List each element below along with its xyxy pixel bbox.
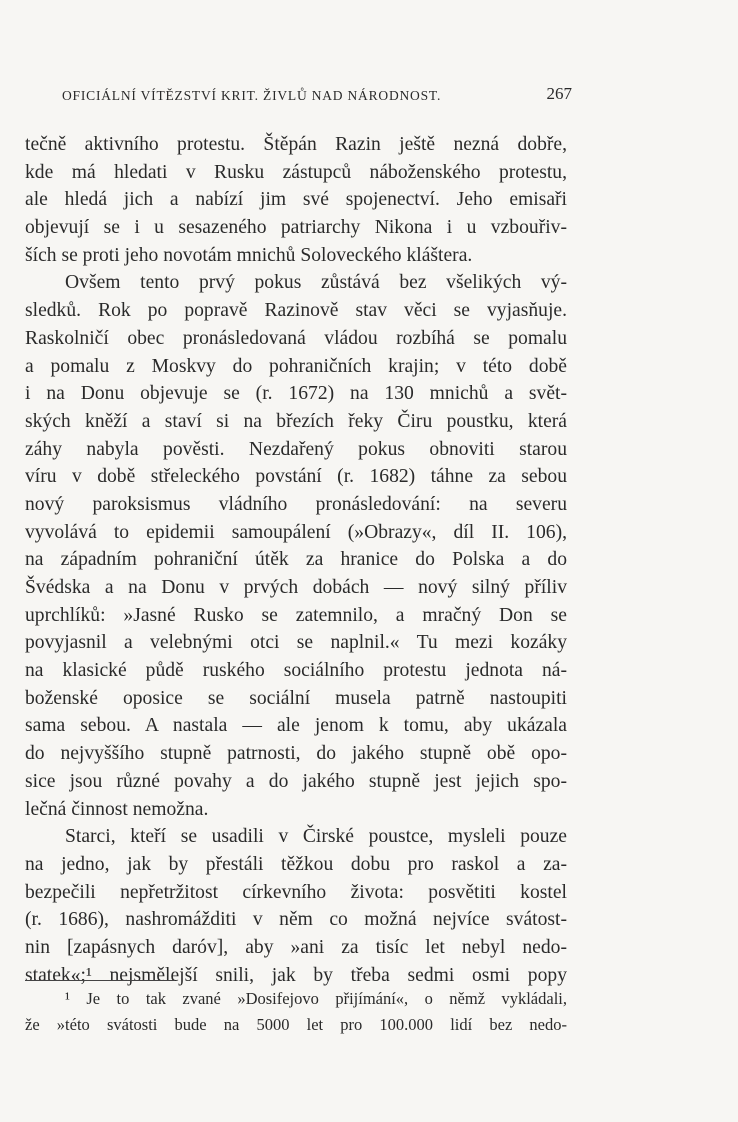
- text-line: lečná činnost nemožna.: [25, 798, 209, 820]
- text-line: (r. 1686), nashromážditi v něm co možná nejvíce svátost-: [25, 909, 567, 931]
- footnote-line: ¹ Je to tak zvané »Dosifejovo přijímání«, o němž vykládali,: [65, 989, 567, 1008]
- text-line: sice jsou různé povahy a do jakého stupně jest jejich spo-: [25, 770, 567, 792]
- running-header: [62, 84, 572, 108]
- page-number: 267: [546, 84, 572, 103]
- footnote-divider: [25, 980, 175, 981]
- text-line: ších se proti jeho novotám mnichů Soloveckého kláštera.: [25, 244, 473, 266]
- text-line: Ovšem tento prvý pokus zůstává bez všelikých vý-: [65, 272, 567, 294]
- text-line: a pomalu z Moskvy do pohraničních krajin; v této době: [25, 355, 567, 377]
- text-line: povyjasnil a velebnými otci se naplnil.« Tu mezi kozáky: [25, 632, 567, 654]
- text-line: na jedno, jak by přestáli těžkou dobu pro raskol a za-: [25, 853, 567, 875]
- text-line: boženské oposice se sociální musela patrně nastoupiti: [25, 687, 567, 709]
- text-line: Švédska a na Donu v prvých dobách — nový silný příliv: [25, 577, 567, 598]
- text-line: víru v době střeleckého povstání (r. 1682) táhne za sebou: [25, 466, 567, 488]
- text-line: objevují se i u sesazeného patriarchy Nikona i u vzbouřiv-: [25, 217, 567, 239]
- text-line: tečně aktivního protestu. Štěpán Razin ještě nezná dobře,: [25, 134, 567, 155]
- text-line: vyvolává to epidemii samoupálení (»Obrazy«, díl II. 106),: [25, 521, 567, 543]
- text-line: na západním pohraniční útěk za hranice do Polska a do: [25, 549, 567, 571]
- text-line: nin [zapásnych daróv], aby »ani za tisíc let nebyl nedo-: [25, 936, 567, 958]
- text-line: na klasické půdě ruského sociálního protestu jednota ná-: [25, 660, 567, 682]
- footnote-line: že »této svátosti bude na 5000 let pro 100.000 lidí bez nedo-: [25, 1015, 567, 1034]
- text-line: ale hledá jich a nabízí jim své spojenectví. Jeho emisaři: [25, 189, 567, 211]
- footnotes: [25, 986, 567, 1038]
- text-line: záhy nabyla pověsti. Nezdařený pokus obnoviti starou: [25, 438, 567, 460]
- body-text: [25, 131, 567, 989]
- text-line: sama sebou. A nastala — ale jenom k tomu, aby ukázala: [25, 715, 567, 737]
- text-line: sledků. Rok po popravě Razinově stav věci se vyjasňuje.: [25, 300, 567, 322]
- text-line: do nejvyššího stupně patrnosti, do jakého stupně obě opo-: [25, 743, 567, 765]
- text-line: Starci, kteří se usadili v Čirské poustce, mysleli pouze: [65, 826, 567, 848]
- text-line: uprchlíků: »Jasné Rusko se zatemnilo, a mračný Don se: [25, 604, 567, 626]
- text-line: Raskolničí obec pronásledovaná vládou rozbíhá se pomalu: [25, 327, 567, 349]
- text-line: kde má hledati v Rusku zástupců náboženského protestu,: [25, 161, 567, 183]
- text-line: ských kněží a staví si na březích řeky Čiru poustku, která: [25, 410, 567, 432]
- text-line: statek«;¹ nejsmělejší snili, jak by třeba sedmi osmi popy: [25, 964, 567, 986]
- text-line: i na Donu objevuje se (r. 1672) na 130 mnichů a svět-: [25, 383, 567, 405]
- text-line: nový paroksismus vládního pronásledování: na severu: [25, 493, 567, 515]
- text-line: bezpečili nepřetržitost církevního života: posvětiti kostel: [25, 881, 567, 903]
- running-header-title: OFICIÁLNÍ VÍTĚZSTVÍ KRIT. ŽIVLŮ NAD NÁRODNOST.: [62, 88, 442, 103]
